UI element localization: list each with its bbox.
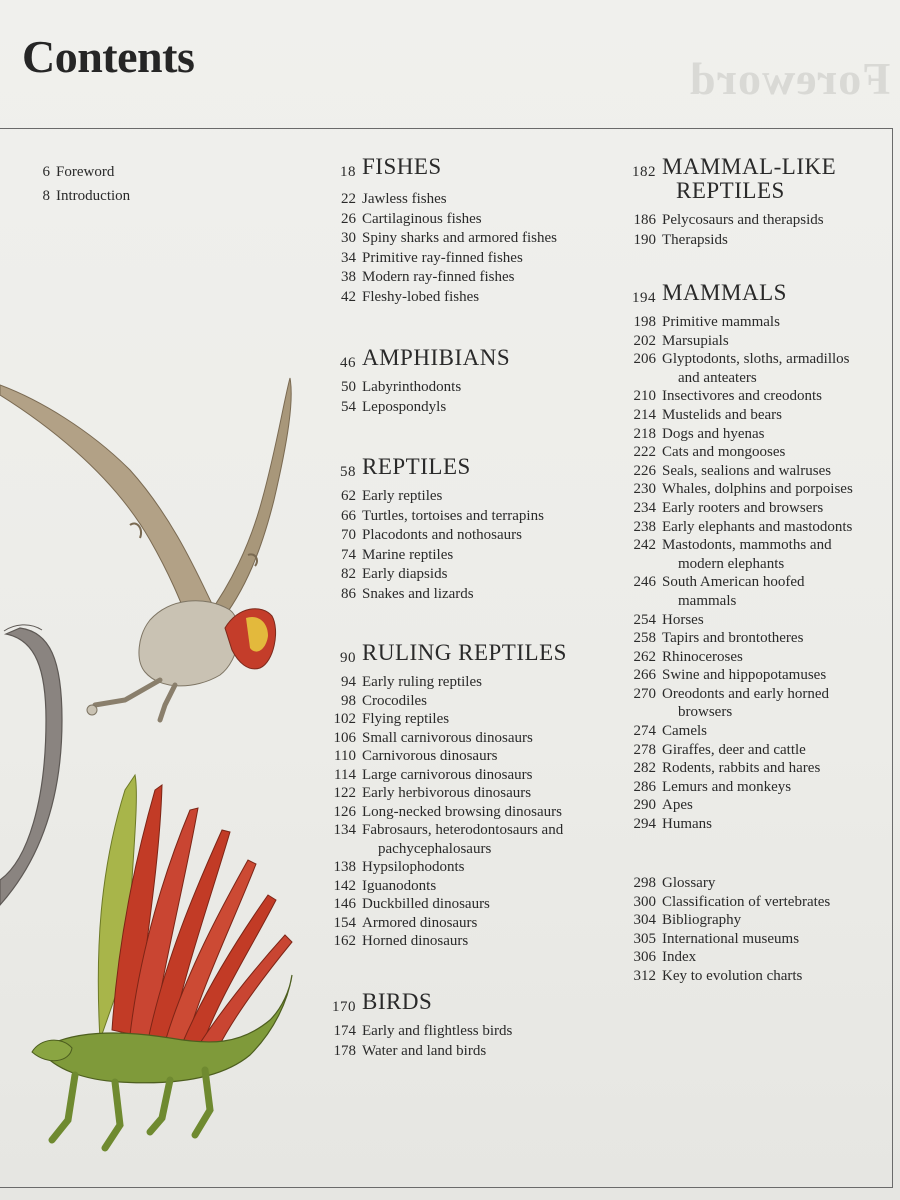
toc-entry[interactable] (333, 729, 567, 748)
entry-title: Introduction (56, 187, 131, 204)
toc-entry[interactable] (341, 692, 567, 711)
entry-title: Crocodiles (362, 692, 427, 709)
toc-entry[interactable] (341, 585, 544, 605)
entry-title: Key to evolution charts (662, 967, 803, 984)
entry-title: Modern ray-finned fishes (362, 269, 515, 285)
page-number: 254 (633, 611, 656, 628)
entry-title: Foreword (56, 164, 115, 180)
page-number: 304 (633, 912, 656, 929)
entry-title: Water and land birds (362, 1042, 487, 1059)
toc-entry[interactable] (333, 932, 567, 951)
page-number: 6 (42, 164, 50, 180)
page-number: 142 (333, 877, 356, 894)
toc-entry[interactable] (633, 741, 853, 760)
long-neck-illustration (0, 625, 62, 905)
page-number: 258 (633, 630, 656, 647)
toc-entry[interactable] (633, 930, 830, 949)
page-number: 300 (633, 893, 656, 910)
entry-title: Carnivorous dinosaurs (362, 748, 498, 764)
column-2 (340, 154, 442, 180)
page-number: 98 (341, 692, 356, 709)
page-number: 38 (341, 269, 356, 285)
toc-entry[interactable] (633, 231, 836, 251)
entry-title: Marsupials (662, 332, 729, 349)
toc-entry[interactable] (633, 685, 853, 722)
section-heading-amphibians[interactable] (340, 345, 511, 371)
toc-entry[interactable] (333, 803, 567, 822)
entry-title: Pelycosaurs and therapsids (662, 212, 824, 228)
page-number: 274 (633, 723, 656, 740)
entry-title: Classification of vertebrates (662, 893, 831, 910)
toc-entry[interactable] (333, 1022, 513, 1042)
entry-title: Iguanodonts (362, 877, 437, 894)
page-number: 262 (633, 648, 656, 665)
toc-entry[interactable] (633, 499, 853, 518)
section-title-line-2: REPTILES (676, 178, 785, 203)
toc-entry[interactable] (633, 350, 853, 387)
entry-title-continued: mammals (678, 592, 737, 609)
fishes-list (341, 190, 557, 307)
entry-title: Lepospondyls (362, 398, 447, 415)
page-number: 294 (633, 816, 656, 833)
section-title: MAMMALS (662, 280, 787, 305)
toc-entry[interactable] (341, 487, 544, 507)
toc-entry[interactable] (633, 629, 853, 648)
toc-entry[interactable] (333, 821, 567, 858)
page-number: 106 (333, 729, 356, 746)
toc-entry[interactable] (633, 893, 831, 912)
toc-entry[interactable] (633, 611, 853, 630)
entry-title: International museums (662, 930, 800, 947)
entry-title: Tapirs and brontotheres (662, 630, 804, 647)
entry-title: South American hoofed (662, 574, 805, 591)
column-front-matter (42, 163, 131, 206)
toc-entry[interactable] (633, 796, 853, 815)
page-number: 278 (633, 741, 656, 758)
entry-title: Spiny sharks and armored fishes (362, 230, 557, 246)
page-number: 238 (633, 518, 656, 535)
page-number: 202 (633, 332, 656, 349)
entry-title: Cartilaginous fishes (362, 210, 482, 227)
page-number: 246 (633, 574, 656, 591)
amphibians-block (340, 345, 511, 417)
entry-title: Whales, dolphins and porpoises (662, 481, 853, 498)
page-number: 190 (633, 231, 656, 248)
entry-title: Horned dinosaurs (362, 933, 469, 949)
page-number: 126 (333, 803, 356, 820)
entry-title: Large carnivorous dinosaurs (362, 766, 533, 783)
entry-title: Primitive ray-finned fishes (362, 249, 523, 266)
toc-entry[interactable] (334, 747, 567, 766)
page-number: 54 (341, 398, 356, 415)
page-number: 198 (633, 314, 656, 330)
toc-entry[interactable] (633, 648, 853, 667)
page-number: 242 (633, 537, 656, 554)
page-number: 270 (633, 685, 656, 702)
show-through-text: Foreword (688, 53, 890, 104)
entry-title: Camels (662, 723, 707, 740)
entry-title: Rhinoceroses (662, 648, 743, 665)
toc-entry[interactable] (633, 948, 830, 967)
page-number: 214 (633, 406, 656, 423)
entry-title-continued: browsers (678, 704, 733, 721)
entry-title: Snakes and lizards (362, 585, 474, 602)
toc-entry[interactable] (341, 268, 557, 288)
page-number: 230 (633, 481, 656, 498)
page-number: 146 (333, 896, 356, 912)
page-number: 66 (341, 507, 356, 524)
page-number: 305 (633, 930, 656, 947)
toc-entry[interactable] (633, 332, 853, 351)
toc-entry[interactable] (333, 877, 567, 896)
entry-title: Mustelids and bears (662, 406, 782, 423)
page-number: 286 (633, 778, 656, 795)
entry-title: Early ruling reptiles (362, 674, 482, 690)
entry-title: Giraffes, deer and cattle (662, 741, 806, 758)
entry-title: Humans (662, 816, 712, 833)
toc-entry[interactable] (341, 546, 544, 566)
toc-entry[interactable] (633, 573, 853, 610)
entry-title: Jawless fishes (362, 191, 447, 207)
page-number: 186 (633, 212, 656, 228)
entry-title: Fleshy-lobed fishes (362, 288, 480, 305)
toc-entry[interactable] (341, 190, 557, 210)
toc-entry[interactable] (333, 784, 567, 803)
toc-entry[interactable] (333, 710, 567, 729)
entry-title: Early elephants and mastodonts (662, 518, 853, 535)
entry-title-continued: and anteaters (678, 369, 757, 386)
page-number: 8 (42, 187, 50, 204)
toc-entry[interactable] (341, 229, 557, 249)
entry-title: Swine and hippopotamuses (662, 667, 827, 684)
page-number: 58 (340, 464, 356, 480)
toc-entry[interactable] (633, 536, 853, 573)
reptiles-block (340, 454, 544, 604)
entry-title: Rodents, rabbits and hares (662, 760, 821, 777)
toc-entry[interactable] (633, 722, 853, 741)
page-number: 34 (341, 249, 356, 266)
page-number: 226 (633, 462, 656, 479)
toc-entry[interactable] (633, 462, 853, 481)
page-number: 90 (340, 650, 356, 666)
page-number: 86 (341, 585, 356, 602)
toc-entry[interactable] (633, 815, 853, 834)
toc-entry[interactable] (633, 425, 853, 444)
toc-entry[interactable] (333, 1042, 512, 1062)
entry-title: Marine reptiles (362, 546, 454, 563)
entry-title: Turtles, tortoises and terrapins (362, 507, 544, 524)
toc-entry[interactable] (633, 666, 853, 685)
toc-entry[interactable] (341, 288, 557, 308)
entry-title: Long-necked browsing dinosaurs (362, 803, 562, 820)
page-number: 110 (334, 748, 356, 764)
section-heading-birds[interactable] (332, 989, 512, 1015)
page-number: 154 (333, 914, 356, 931)
ruling-reptiles-block (333, 640, 567, 951)
section-heading-ruling-reptiles[interactable] (340, 640, 567, 666)
page-number: 298 (633, 875, 656, 891)
entry-title: Primitive mammals (662, 314, 780, 330)
page-number: 102 (333, 711, 356, 727)
entry-title: Fabrosaurs, heterodontosaurs and (362, 822, 564, 838)
entry-title: Cats and mongooses (662, 444, 786, 461)
page-number: 222 (633, 444, 656, 461)
toc-entry[interactable] (341, 398, 510, 418)
toc-entry[interactable] (42, 187, 131, 207)
section-heading-mammals[interactable] (632, 280, 853, 306)
page-title: Contents (22, 31, 195, 82)
section-title: RULING REPTILES (362, 640, 567, 665)
entry-title: Index (662, 949, 697, 966)
page-number: 62 (341, 488, 356, 504)
entry-title: Early reptiles (362, 488, 443, 504)
section-title: MAMMAL-LIKE (662, 154, 837, 179)
mammal-like-block (632, 154, 837, 250)
page-number: 70 (341, 527, 356, 543)
page-number: 26 (341, 210, 356, 227)
page-number: 138 (333, 859, 356, 875)
page-number: 122 (333, 785, 356, 801)
page-number: 42 (341, 288, 356, 305)
page-number: 194 (632, 290, 656, 306)
entry-title: Duckbilled dinosaurs (362, 896, 490, 912)
toc-entry[interactable] (333, 914, 567, 933)
page-number: 114 (334, 766, 356, 783)
page-number: 170 (332, 999, 356, 1015)
entry-title: Glyptodonts, sloths, armadillos (662, 351, 850, 368)
toc-entry[interactable] (341, 526, 544, 546)
toc-entry[interactable] (341, 673, 567, 692)
entry-title: Early rooters and browsers (662, 499, 824, 516)
toc-entry[interactable] (341, 507, 544, 527)
page-number: 206 (633, 351, 656, 368)
entry-title: Early and flightless birds (362, 1023, 513, 1039)
page-number: 162 (333, 933, 356, 949)
toc-entry[interactable] (633, 874, 830, 893)
toc-entry[interactable] (633, 406, 853, 425)
page-number: 312 (633, 967, 656, 984)
page-number: 282 (633, 760, 656, 777)
toc-entry[interactable] (341, 210, 557, 230)
entry-title: Early herbivorous dinosaurs (362, 785, 532, 801)
entry-title: Early diapsids (362, 566, 448, 582)
page-number: 50 (341, 379, 356, 395)
page-number: 182 (632, 164, 656, 180)
entry-title: Bibliography (662, 912, 742, 929)
toc-entry[interactable] (341, 378, 510, 398)
entry-title-continued: modern elephants (678, 555, 785, 572)
page-number: 94 (341, 674, 356, 690)
toc-entry[interactable] (633, 211, 836, 231)
page-number: 74 (341, 546, 356, 563)
mammals-block (632, 280, 853, 834)
page-number: 218 (633, 425, 656, 442)
entry-title: Armored dinosaurs (362, 914, 478, 931)
section-heading-reptiles[interactable] (340, 454, 544, 480)
page-number: 234 (633, 499, 656, 516)
entry-title: Small carnivorous dinosaurs (362, 729, 533, 746)
entry-title: Lemurs and monkeys (662, 778, 792, 795)
entry-title: Therapsids (662, 231, 728, 248)
section-title: FISHES (362, 154, 442, 179)
toc-entry[interactable] (341, 249, 557, 269)
page-number: 22 (341, 191, 356, 207)
toc-entry[interactable] (633, 911, 830, 930)
entry-title-continued: pachycephalosaurs (378, 840, 492, 857)
back-matter-list (633, 874, 831, 986)
entry-title: Insectivores and creodonts (662, 388, 822, 405)
entry-title: Placodonts and nothosaurs (362, 527, 522, 543)
entry-title: Hypsilophodonts (362, 859, 465, 875)
entry-title: Flying reptiles (362, 711, 450, 727)
page-number: 210 (633, 388, 656, 405)
birds-block (332, 989, 513, 1061)
toc-entry[interactable] (334, 766, 567, 785)
page-number: 18 (340, 164, 356, 180)
page-number: 82 (341, 566, 356, 582)
section-heading-mammal-like-reptiles[interactable] (632, 154, 837, 203)
entry-title: Mastodonts, mammoths and (662, 537, 832, 554)
section-title: REPTILES (362, 454, 471, 479)
toc-entry[interactable] (42, 163, 130, 183)
entry-title: Labyrinthodonts (362, 379, 462, 395)
page-number: 30 (341, 230, 356, 246)
toc-entry[interactable] (633, 778, 853, 797)
toc-entry[interactable] (633, 387, 853, 406)
page-number: 290 (633, 797, 656, 814)
entry-title: Seals, sealions and walruses (662, 462, 832, 479)
page-number: 174 (333, 1023, 356, 1039)
page-number: 306 (633, 949, 656, 966)
page-number: 178 (333, 1042, 356, 1059)
section-title: BIRDS (362, 989, 433, 1014)
page-number: 46 (340, 355, 356, 371)
toc-entry[interactable] (633, 313, 853, 332)
toc-entry[interactable] (633, 967, 830, 986)
entry-title: Glossary (662, 875, 716, 891)
page-number: 134 (333, 822, 356, 838)
section-title: AMPHIBIANS (362, 345, 511, 370)
toc-entry[interactable] (633, 480, 853, 499)
toc-entry[interactable] (633, 518, 853, 537)
entry-title: Apes (662, 797, 693, 814)
toc-entry[interactable] (633, 759, 853, 778)
entry-title: Oreodonts and early horned (662, 685, 830, 702)
section-heading-fishes[interactable] (340, 154, 442, 180)
toc-entry[interactable] (333, 858, 567, 877)
page-number: 266 (633, 667, 656, 684)
toc-entry[interactable] (333, 895, 567, 914)
sail-backed-reptile-illustration (32, 775, 292, 1148)
entry-title: Dogs and hyenas (662, 425, 765, 442)
toc-entry[interactable] (341, 565, 544, 585)
toc-entry[interactable] (633, 443, 853, 462)
entry-title: Horses (662, 611, 704, 628)
